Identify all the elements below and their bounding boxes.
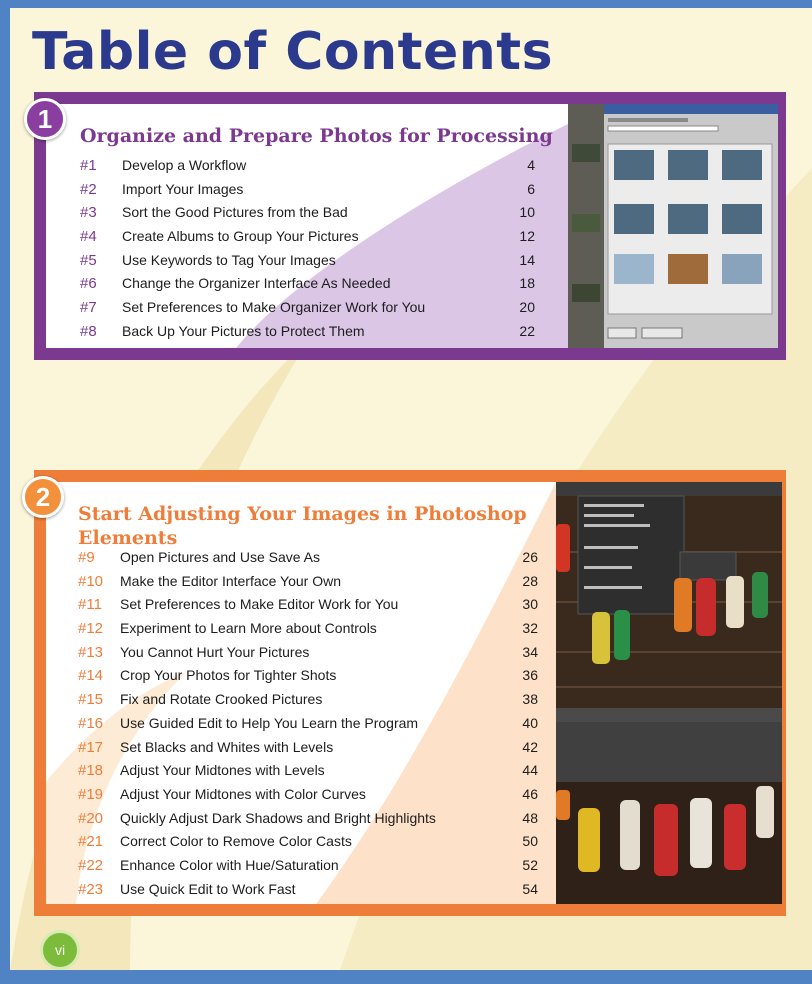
entry-number: #19 <box>78 785 104 803</box>
toc-entry[interactable] <box>78 759 538 783</box>
toc-entry[interactable] <box>78 593 538 617</box>
entry-page: 52 <box>522 856 538 873</box>
entry-title: Back Up Your Pictures to Protect Them <box>122 322 365 339</box>
entry-title: Correct Color to Remove Color Casts <box>120 833 352 850</box>
entry-title: Use Keywords to Tag Your Images <box>122 251 336 268</box>
chapter-2-section <box>34 470 786 916</box>
entry-page: 12 <box>519 228 535 245</box>
entry-title: Make the Editor Interface Your Own <box>120 572 342 589</box>
entry-page: 18 <box>519 275 535 292</box>
entry-page: 42 <box>522 738 538 755</box>
entry-page: 44 <box>522 762 538 779</box>
entry-page: 48 <box>522 809 538 826</box>
toc-entry[interactable] <box>78 854 538 878</box>
entry-number: #22 <box>78 856 104 874</box>
entry-title: Import Your Images <box>122 180 244 197</box>
toc-entry[interactable] <box>80 201 535 225</box>
entry-number: #5 <box>80 251 97 269</box>
toc-list <box>78 546 538 901</box>
entry-page: 50 <box>522 833 538 850</box>
entry-page: 38 <box>522 691 538 708</box>
toc-entry[interactable] <box>80 296 535 320</box>
entry-number: #11 <box>78 596 102 614</box>
entry-title: Adjust Your Midtones with Levels <box>120 762 325 779</box>
toc-entry[interactable] <box>78 736 538 760</box>
toc-entry[interactable] <box>80 154 535 178</box>
entry-number: #15 <box>78 691 104 709</box>
entry-number: #14 <box>78 667 104 685</box>
entry-title: Quickly Adjust Dark Shadows and Bright Highlights <box>120 809 436 826</box>
entry-title: Set Preferences to Make Editor Work for You <box>120 596 399 613</box>
entry-title: Sort the Good Pictures from the Bad <box>122 204 348 221</box>
entry-number: #12 <box>78 620 104 638</box>
chapter-2-panel <box>46 482 556 904</box>
entry-number: #13 <box>78 643 104 661</box>
toc-entry[interactable] <box>78 712 538 736</box>
toc-entry[interactable] <box>78 688 538 712</box>
toc-entry[interactable] <box>78 570 538 594</box>
entry-title: Crop Your Photos for Tighter Shots <box>120 667 337 684</box>
toc-list <box>80 154 535 344</box>
entry-page: 14 <box>519 251 535 268</box>
entry-number: #6 <box>80 275 97 293</box>
toc-entry[interactable] <box>78 830 538 854</box>
toc-entry[interactable] <box>78 807 538 831</box>
entry-number: #8 <box>80 322 97 340</box>
entry-title: Use Quick Edit to Work Fast <box>120 880 296 897</box>
editor-screenshot <box>556 482 782 904</box>
entry-page: 10 <box>519 204 535 221</box>
entry-page: 46 <box>522 785 538 802</box>
toc-entry[interactable] <box>78 546 538 570</box>
entry-title: Enhance Color with Hue/Saturation <box>120 856 339 873</box>
entry-number: #10 <box>78 572 104 590</box>
entry-page: 34 <box>522 643 538 660</box>
entry-number: #9 <box>78 549 95 566</box>
entry-page: 20 <box>519 299 535 316</box>
toc-entry[interactable] <box>80 225 535 249</box>
entry-number: #21 <box>78 833 104 851</box>
chapter-title: Start Adjusting Your Images in Photoshop Elements <box>78 503 527 549</box>
entry-page: 26 <box>522 549 538 565</box>
entry-page: 36 <box>522 667 538 684</box>
toc-entry[interactable] <box>78 641 538 665</box>
entry-number: #23 <box>78 880 104 898</box>
entry-title: Change the Organizer Interface As Needed <box>122 275 391 292</box>
entry-number: #7 <box>80 299 97 317</box>
entry-page: 4 <box>527 157 535 173</box>
chapter-1-section <box>34 92 786 360</box>
entry-number: #2 <box>80 180 97 198</box>
entry-title: Set Preferences to Make Organizer Work for You <box>122 299 426 316</box>
entry-title: Develop a Workflow <box>122 157 247 173</box>
entry-title: Experiment to Learn More about Controls <box>120 620 377 637</box>
toc-entry[interactable] <box>80 249 535 273</box>
entry-title: Fix and Rotate Crooked Pictures <box>120 691 323 708</box>
entry-number: #20 <box>78 809 104 827</box>
entry-page: 32 <box>522 620 538 637</box>
entry-page: 6 <box>527 180 535 197</box>
book-page <box>10 8 812 970</box>
chapter-number-badge: 2 <box>22 476 64 518</box>
editor-screenshot-image <box>556 482 782 904</box>
chapter-title: Organize and Prepare Photos for Processing <box>80 125 553 147</box>
chapter-1-panel <box>46 104 568 348</box>
organizer-screenshot-image <box>568 104 778 348</box>
entry-title: Open Pictures and Use Save As <box>120 549 320 565</box>
toc-entry[interactable] <box>80 272 535 296</box>
toc-entry[interactable] <box>80 178 535 202</box>
toc-entry[interactable] <box>80 320 535 344</box>
entry-title: Use Guided Edit to Help You Learn the Program <box>120 714 419 731</box>
entry-title: Create Albums to Group Your Pictures <box>122 228 359 245</box>
entry-number: #1 <box>80 157 97 174</box>
entry-number: #18 <box>78 762 104 780</box>
entry-page: 28 <box>522 572 538 589</box>
entry-page: 40 <box>522 714 538 731</box>
entry-number: #3 <box>80 204 97 222</box>
chapter-number-badge: 1 <box>24 98 66 140</box>
entry-title: Set Blacks and Whites with Levels <box>120 738 334 755</box>
toc-entry[interactable] <box>78 878 538 902</box>
page-number: vi <box>40 930 80 970</box>
toc-entry[interactable] <box>78 664 538 688</box>
organizer-screenshot <box>568 104 778 348</box>
entry-page: 22 <box>519 322 535 339</box>
entry-number: #17 <box>78 738 104 756</box>
entry-page: 30 <box>522 596 538 613</box>
entry-title: Adjust Your Midtones with Color Curves <box>120 785 366 802</box>
entry-title: You Cannot Hurt Your Pictures <box>120 643 310 660</box>
entry-number: #16 <box>78 714 104 732</box>
entry-number: #4 <box>80 228 97 246</box>
page-title: Table of Contents <box>32 22 554 82</box>
toc-entry[interactable] <box>78 617 538 641</box>
toc-entry[interactable] <box>78 783 538 807</box>
entry-page: 54 <box>522 880 538 897</box>
